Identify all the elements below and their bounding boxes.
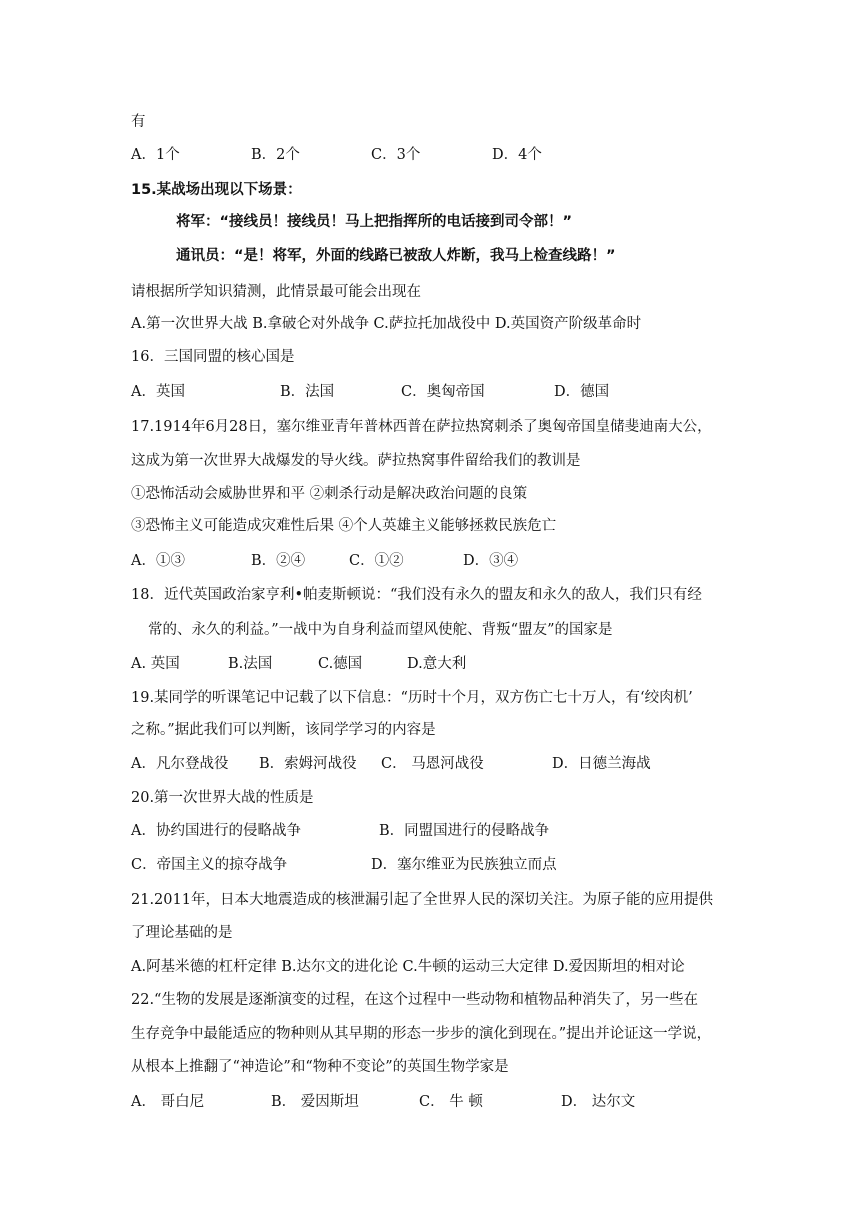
question-22-cont2: 从根本上推翻了“神造论”和“物种不变论”的英国生物学家是	[131, 1059, 509, 1075]
question-18-cont: 常的、永久的利益。”一战中为自身利益而望风使舵、背叛“盟友”的国家是	[148, 622, 613, 638]
text-line: 有	[131, 114, 146, 130]
option-d: D.意大利	[407, 656, 467, 672]
option-a: A. 英国	[131, 656, 180, 672]
option-c: C．奥匈帝国	[401, 384, 485, 400]
question-19: 19.某同学的听课笔记中记载了以下信息：“历时十个月，双方伤亡七十万人，有‘绞肉机’	[131, 690, 693, 706]
question-19-cont: 之称。”据此我们可以判断，该同学学习的内容是	[131, 722, 436, 738]
option-d: D．4个	[492, 147, 542, 163]
statement-1-2: ①恐怖活动会威胁世界和平 ②刺杀行动是解决政治问题的良策	[131, 486, 528, 502]
option-b: B．法国	[280, 384, 335, 400]
question-21-cont: 了理论基础的是	[131, 925, 233, 941]
option-b: B．同盟国进行的侵略战争	[379, 823, 550, 839]
question-20: 20.第一次世界大战的性质是	[131, 790, 314, 806]
option-a: A．凡尔登战役	[131, 756, 229, 772]
option-d: D． 达尔文	[561, 1094, 636, 1110]
option-a: A．英国	[131, 384, 185, 400]
question-17-cont: 这成为第一次世界大战爆发的导火线。萨拉热窝事件留给我们的教训是	[131, 453, 581, 469]
option-a: A． 哥白尼	[131, 1094, 205, 1110]
option-b: B．②④	[251, 553, 306, 569]
option-c: C．3个	[371, 147, 421, 163]
option-d: D．塞尔维亚为民族独立而点	[371, 857, 557, 873]
options-row-15: A.第一次世界大战 B.拿破仑对外战争 C.萨拉托加战役中 D.英国资产阶级革命时	[131, 316, 642, 332]
question-21: 21.2011年，日本大地震造成的核泄漏引起了全世界人民的深切关注。为原子能的应用提供	[131, 892, 713, 908]
dialogue-general: 将军：“接线员！接线员！马上把指挥所的电话接到司令部！”	[176, 214, 573, 230]
option-a: A．1个	[131, 147, 180, 163]
question-22: 22.“生物的发展是逐渐演变的过程，在这个过程中一些动物和植物品种消失了，另一些在	[131, 992, 698, 1008]
statement-3-4: ③恐怖主义可能造成灾难性后果 ④个人英雄主义能够拯救民族危亡	[131, 518, 557, 534]
option-c: C． 牛 顿	[419, 1094, 483, 1110]
question-16: 16．三国同盟的核心国是	[131, 349, 295, 365]
option-b: B．2个	[251, 147, 300, 163]
option-c: C.德国	[318, 656, 363, 672]
option-b: B.法国	[228, 656, 273, 672]
option-b: B．索姆河战役	[259, 756, 357, 772]
option-b: B． 爱因斯坦	[271, 1094, 359, 1110]
question-15-prompt: 请根据所学知识猜测，此情景最可能会出现在	[131, 284, 421, 300]
option-a: A．协约国进行的侵略战争	[131, 823, 301, 839]
option-c: C． 马恩河战役	[381, 756, 484, 772]
question-15: 15.某战场出现以下场景：	[131, 182, 302, 198]
question-18: 18．近代英国政治家亨利•帕麦斯顿说：“我们没有永久的盟友和永久的敌人，我们只有经	[131, 587, 702, 603]
option-d: D．德国	[554, 384, 610, 400]
option-d: D．③④	[463, 553, 519, 569]
options-row-21: A.阿基米德的杠杆定律 B.达尔文的进化论 C.牛顿的运动三大定律 D.爱因斯坦的相对论	[131, 959, 685, 975]
option-c: C．①②	[349, 553, 404, 569]
option-a: A．①③	[131, 553, 185, 569]
dialogue-operator: 通讯员：“是！将军，外面的线路已被敌人炸断，我马上检查线路！”	[176, 248, 616, 264]
option-d: D．日德兰海战	[552, 756, 651, 772]
option-c: C．帝国主义的掠夺战争	[131, 857, 288, 873]
question-22-cont: 生存竞争中最能适应的物种则从其早期的形态一步步的演化到现在。”提出并论证这一学说，	[131, 1026, 712, 1042]
question-17: 17.1914年6月28日，塞尔维亚青年普林西普在萨拉热窝刺杀了奥匈帝国皇储斐迪南大公，	[131, 419, 712, 435]
